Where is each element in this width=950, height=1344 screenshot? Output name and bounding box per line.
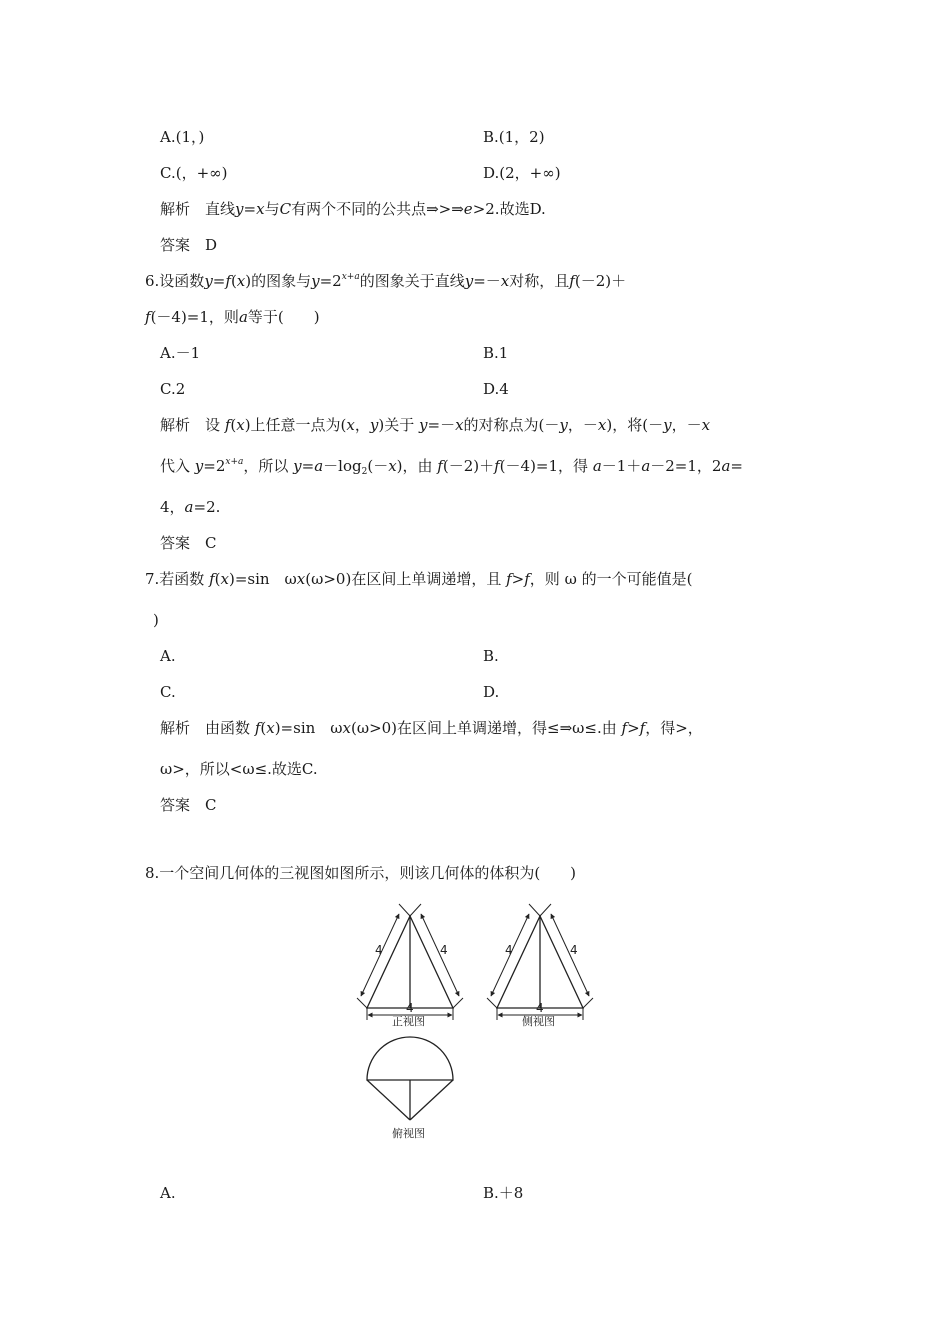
q5-analysis: 解析 直线y=x与C有两个不同的公共点⇒>⇒e>2.故选D. [160,200,546,218]
analysis-label: 解析 [160,200,191,218]
q6-answer [160,533,217,553]
side-view-label: 侧视图 [522,1015,555,1028]
analysis-label: 解析 [160,416,191,434]
front-view-dim-left: 4 [375,943,383,957]
answer-value: C [205,534,217,552]
answer-value: D [205,236,218,254]
q6-option-c: C.2 [160,380,186,398]
answer-label: 答案 [160,534,191,552]
answer-label: 答案 [160,796,191,814]
q5-option-b: B.(1，2) [483,128,545,146]
top-view-label: 俯视图 [392,1127,425,1140]
q5-answer [160,235,217,255]
q7-option-b: B. [483,647,499,665]
q6-option-a: A.－1 [160,344,201,362]
three-view-figure [345,900,615,1150]
q6-stem: 6.设函数y=f(x)的图象与$y=2^{x+a}$的图象关于直线y=－x对称，且f(－2)＋ [145,272,627,290]
q7-analysis-line1: 解析 由函数 f(x)=sin ωx(ω>0)在区间上单调递增，得≤⇒ω≤.由 f>f，得>， [160,719,703,737]
q7-option-d: D. [483,683,500,701]
top-view-drawing [367,1037,453,1120]
q7-analysis-line2: ω>，所以<ω≤.故选C. [160,760,318,778]
q7-stem: 7.若函数 f(x)=sin ωx(ω>0)在区间上单调递增，且 f>f，则 ω 的一个可能值是( [145,570,693,588]
q8-option-a: A. [160,1184,176,1202]
front-view-label: 正视图 [392,1015,425,1028]
q6-option-d: D.4 [483,380,509,398]
side-view-dim-bottom: 4 [536,1001,544,1015]
front-view-dim-right: 4 [440,943,448,957]
q7-option-a: A. [160,647,176,665]
q8-stem: 8.一个空间几何体的三视图如图所示，则该几何体的体积为( ) [145,864,577,882]
q7-answer [160,795,217,815]
q6-analysis-line1: 解析 设 f(x)上任意一点为(x，y)关于 y=－x的对称点为(－y，－x)，将(－y，－x [160,416,711,434]
front-view-dim-bottom: 4 [406,1001,414,1015]
q7-stem-cont: ) [153,611,159,629]
analysis-label: 解析 [160,719,191,737]
q5-option-d: D.(2，+∞) [483,164,561,182]
q5-option-c: C.(，+∞) [160,164,228,182]
answer-value: C [205,796,217,814]
side-view-dim-left: 4 [505,943,513,957]
q6-stem-cont: f(－4)=1，则a等于( ) [145,308,320,326]
q7-option-c: C. [160,683,176,701]
q8-option-b: B.＋8 [483,1184,524,1202]
q6-option-b: B.1 [483,344,509,362]
q5-option-a: A.(1，) [160,128,205,146]
q6-analysis-line2: 代入 $y=2^{x+a}$，所以 $y=a-\log_2(-x)$，由 f(－2)＋f(－4)=1，得 a－1＋a－2=1，2a= [160,457,743,477]
side-view-dim-right: 4 [570,943,578,957]
answer-label: 答案 [160,236,191,254]
q6-analysis-line3: 4，a=2. [160,498,221,516]
